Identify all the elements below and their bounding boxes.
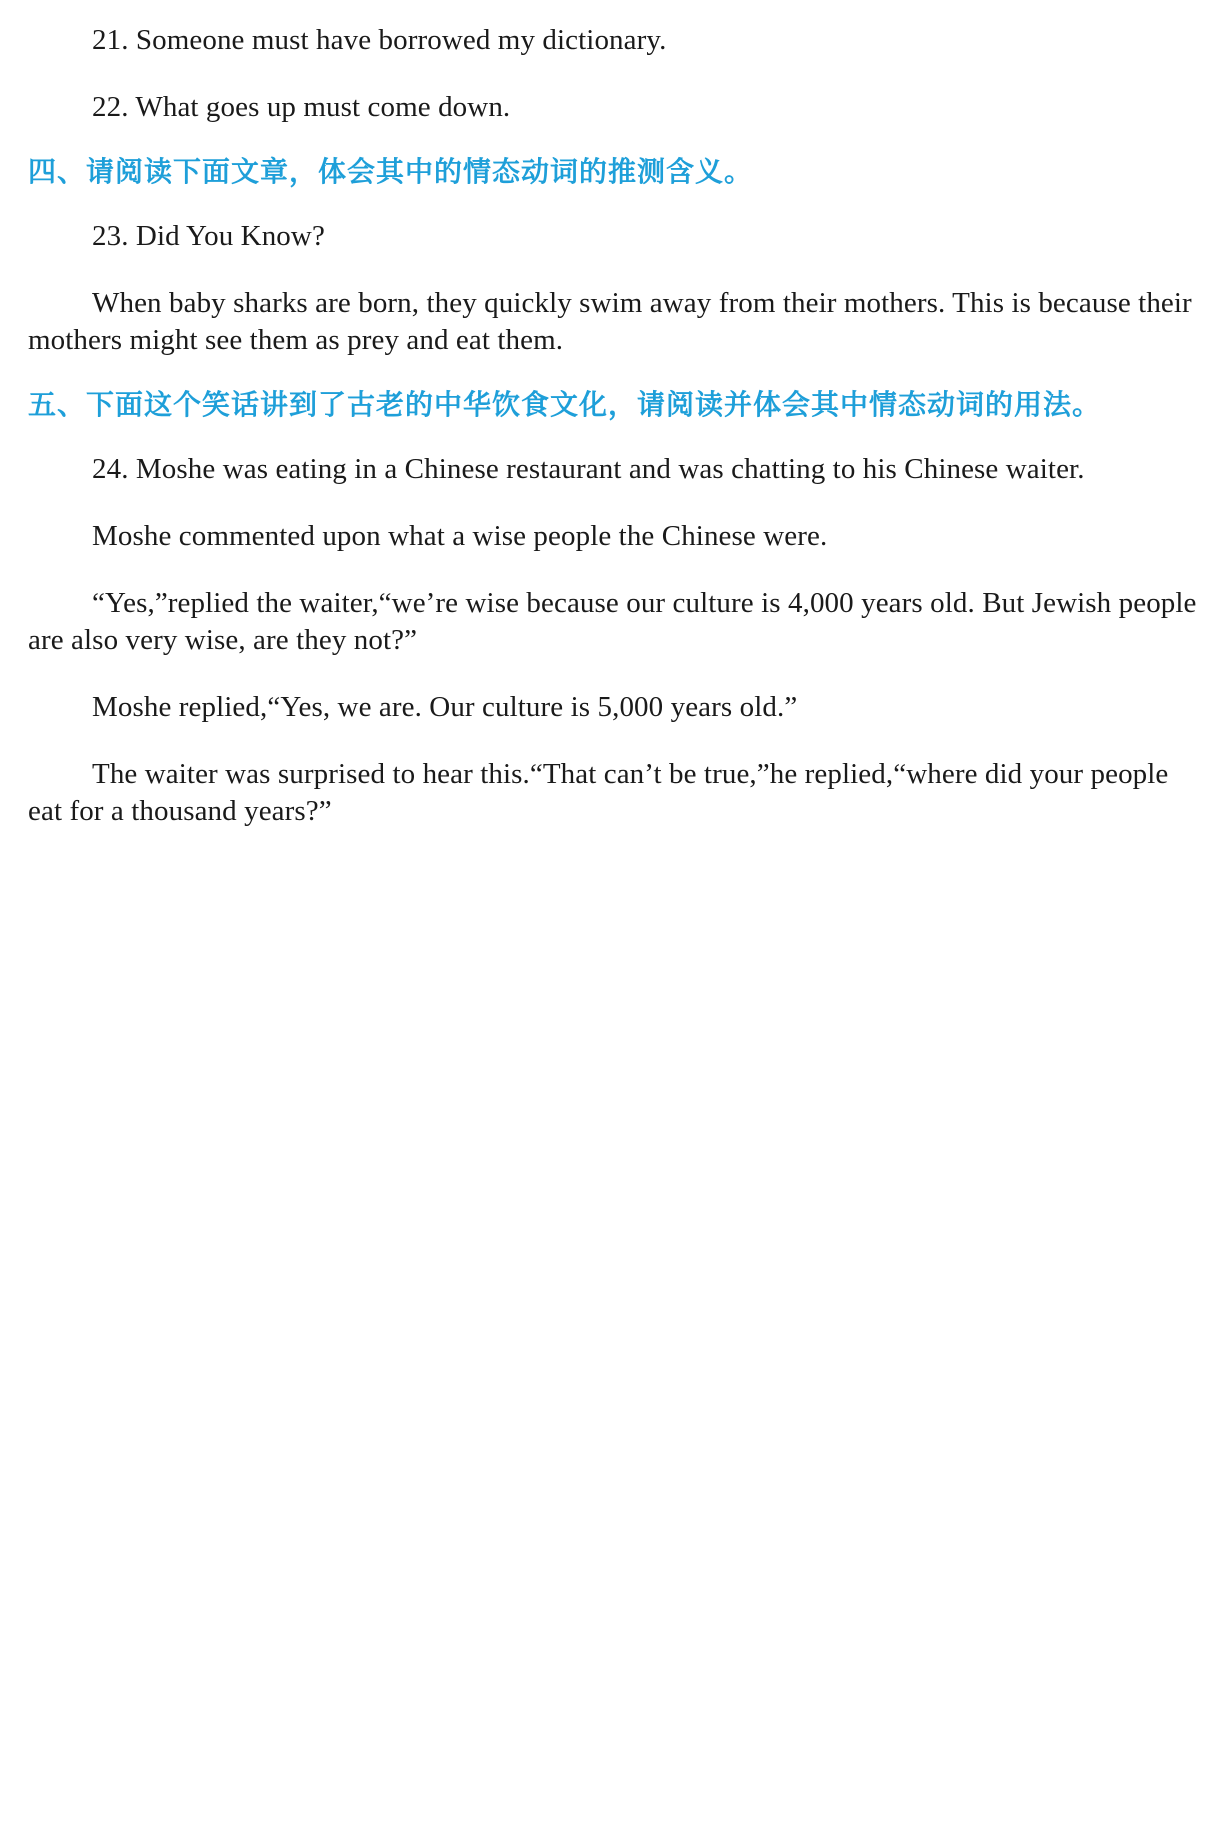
item-24-intro: 24. Moshe was eating in a Chinese restaurant and was chatting to his Chinese waiter. <box>92 453 1085 485</box>
item-24-paragraph-5: The waiter was surprised to hear this.“That can’t be true,”he replied,“where did your people eat for a thousand years?” <box>28 758 1169 827</box>
section-heading-4: 四、请阅读下面文章，体会其中的情态动词的推测含义。 <box>28 155 754 188</box>
item-24-paragraph-3: “Yes,”replied the waiter,“we’re wise because our culture is 4,000 years old. But Jewish people are also very wise, are they not?” <box>28 587 1197 656</box>
item-21: 21. Someone must have borrowed my dictionary. <box>92 24 667 56</box>
item-24-paragraph-2: Moshe commented upon what a wise people the Chinese were. <box>92 520 828 552</box>
section-heading-5: 五、下面这个笑话讲到了古老的中华饮食文化，请阅读并体会其中情态动词的用法。 <box>28 388 1102 421</box>
item-24-paragraph-4: Moshe replied,“Yes, we are. Our culture is 5,000 years old.” <box>92 691 798 723</box>
item-23-text: When baby sharks are born, they quickly swim away from their mothers. This is because their mothers might see them as prey and eat them. <box>28 287 1192 356</box>
item-23-title: 23. Did You Know? <box>92 220 325 252</box>
item-22: 22. What goes up must come down. <box>92 91 511 123</box>
